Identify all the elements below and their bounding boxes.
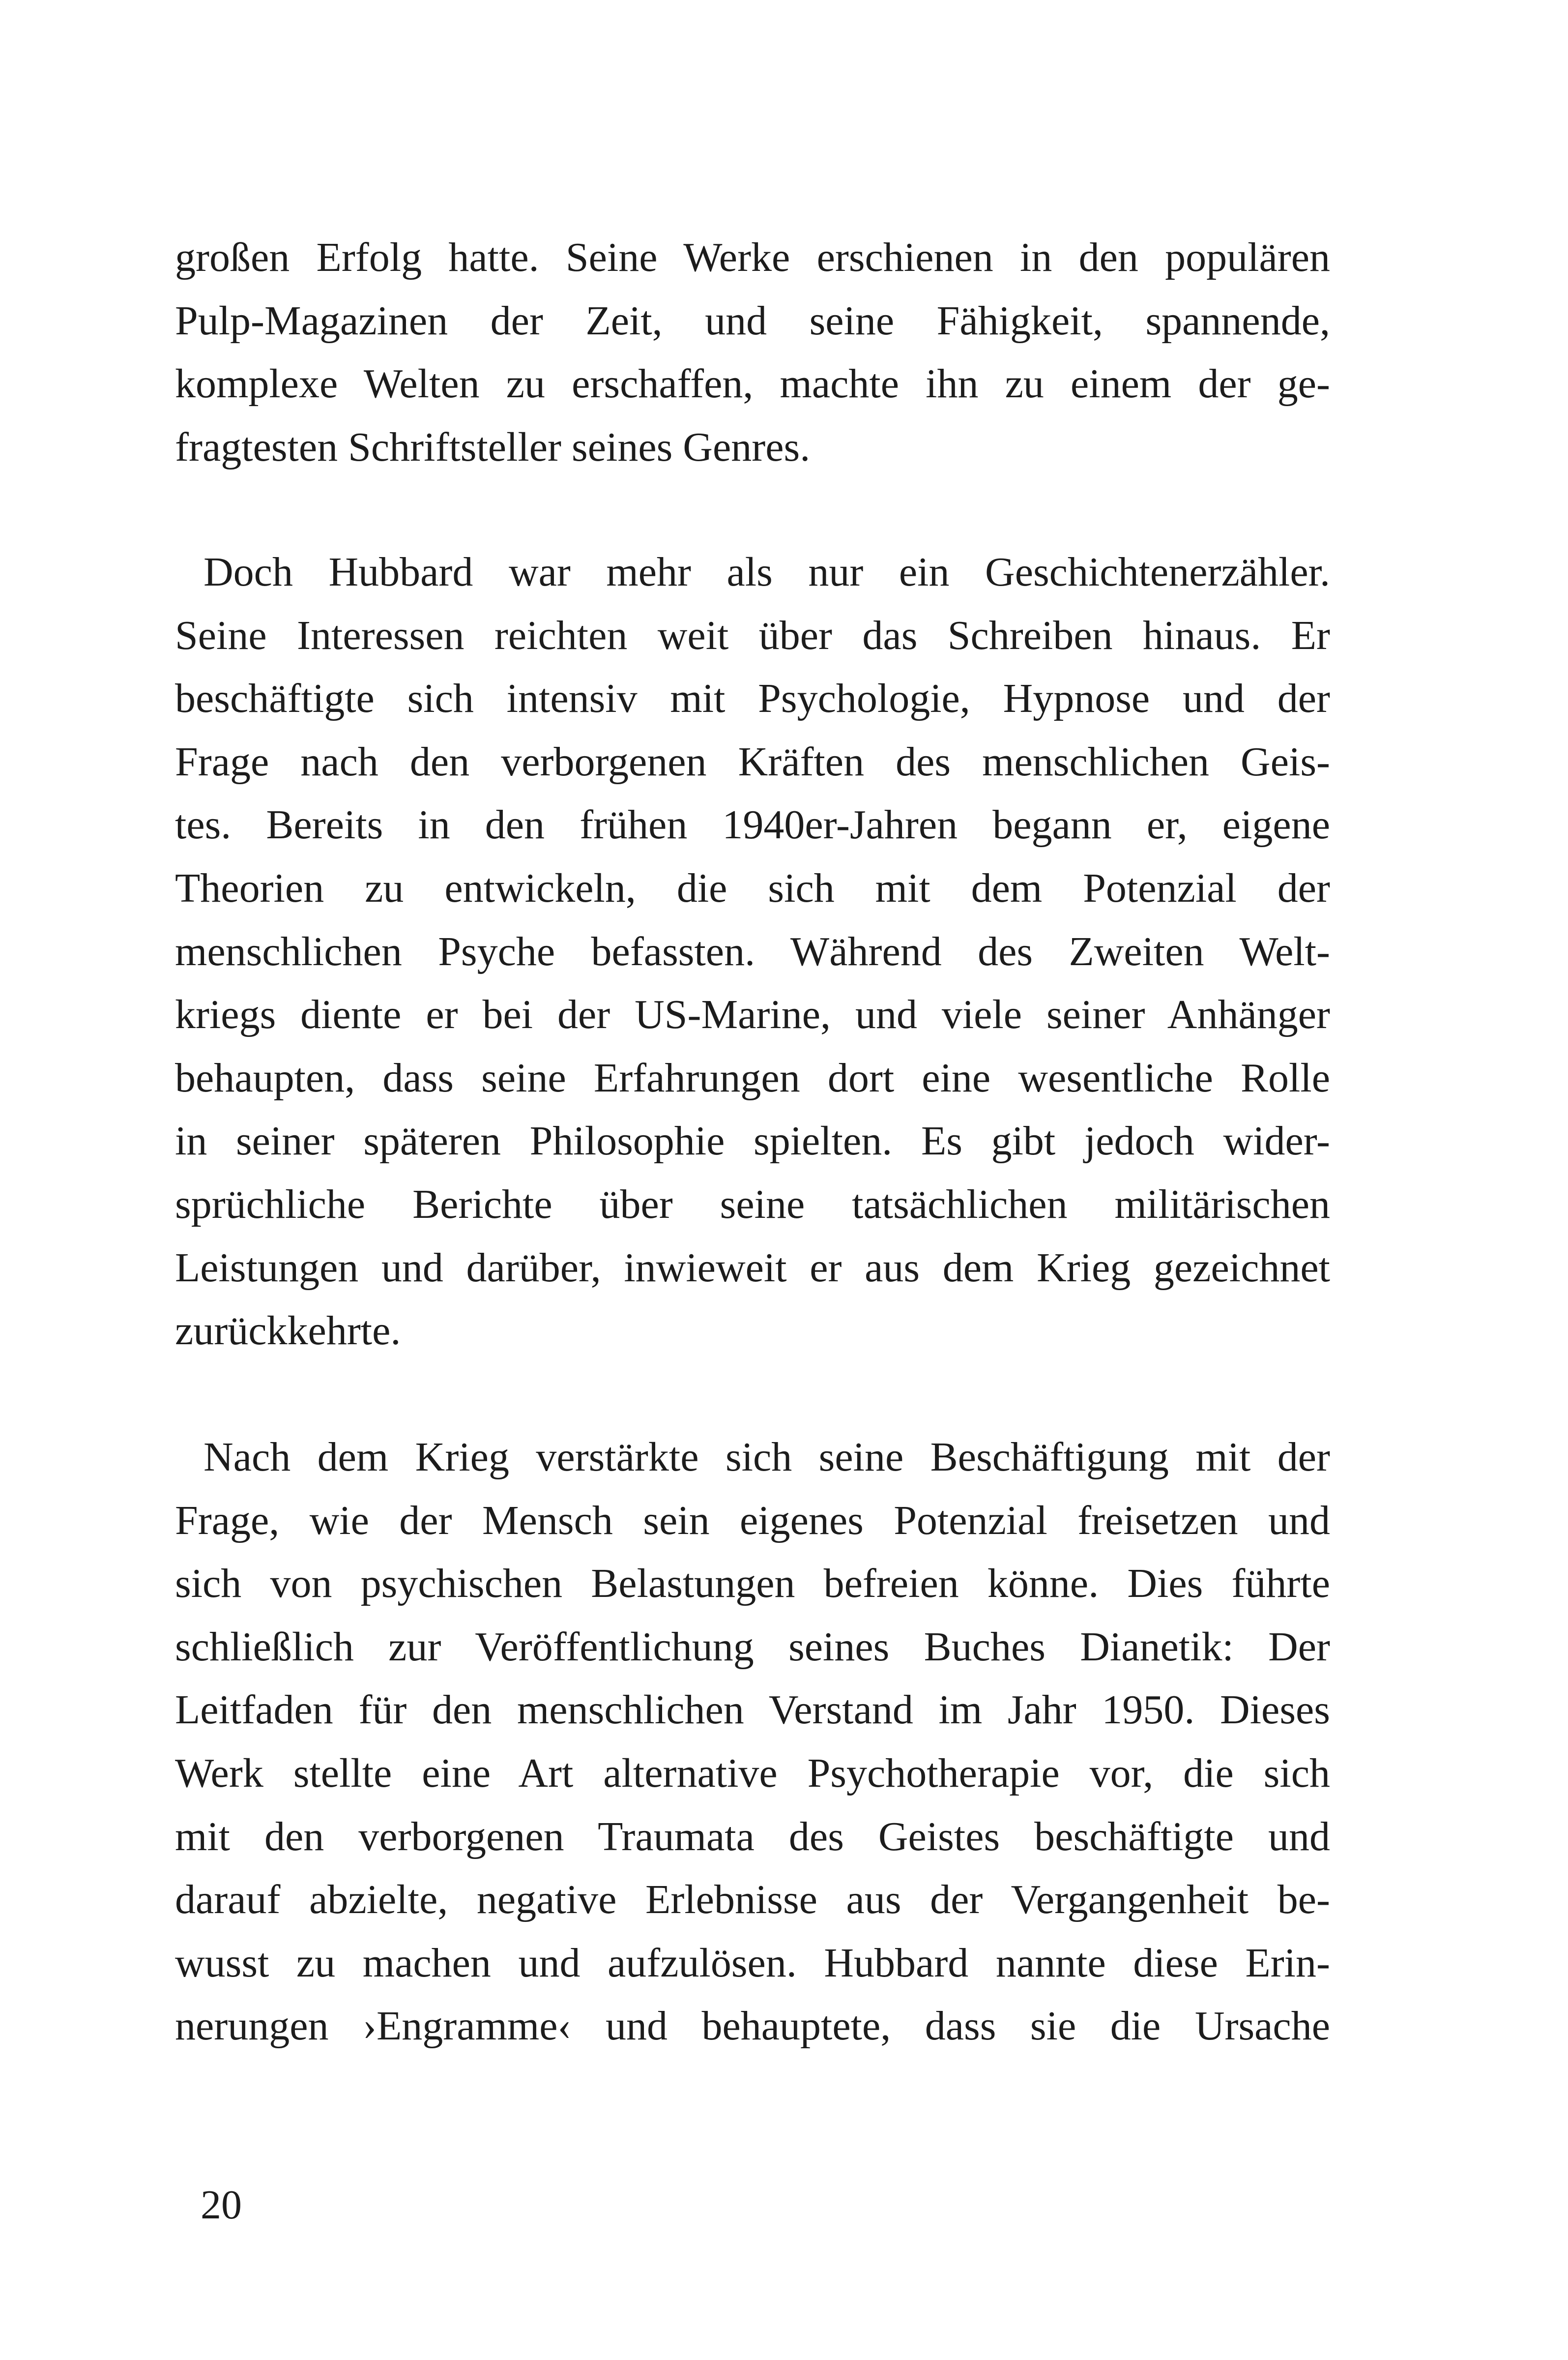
text-line: darauf abzielte, negative Erlebnisse aus der Vergangenheit be- xyxy=(175,1877,1330,1923)
text-line: schließlich zur Veröffentlichung seines Buches Dianetik: Der xyxy=(175,1623,1330,1670)
text-line: Frage nach den verborgenen Kräften des menschlichen Geis- xyxy=(175,738,1330,785)
text-line: behaupten, dass seine Erfahrungen dort eine wesentliche Rolle xyxy=(175,1055,1330,1101)
text-line: sich von psychischen Belastungen befreien könne. Dies führte xyxy=(175,1561,1330,1607)
paragraph-1 xyxy=(175,226,1330,479)
text-line: menschlichen Psyche befassten. Während des Zweiten Welt- xyxy=(175,928,1330,974)
text-line: kriegs diente er bei der US-Marine, und viele seiner Anhänger xyxy=(175,992,1330,1038)
paragraph-3 xyxy=(175,1426,1330,2058)
text-line: nerungen ›Engramme‹ und behauptete, dass sie die Ursache xyxy=(175,2003,1330,2049)
text-line: Seine Interessen reichten weit über das Schreiben hinaus. Er xyxy=(175,612,1330,658)
text-line: Pulp-Magazinen der Zeit, und seine Fähigkeit, spannende, xyxy=(175,297,1330,344)
text-line: fragtesten Schriftsteller seines Genres. xyxy=(175,424,811,470)
text-line: Nach dem Krieg verstärkte sich seine Beschäftigung mit der xyxy=(203,1434,1330,1480)
paragraph-2 xyxy=(175,541,1330,1363)
text-line: Frage, wie der Mensch sein eigenes Potenzial freisetzen und xyxy=(175,1497,1330,1543)
text-line: zurückkehrte. xyxy=(175,1308,401,1354)
text-line: Leistungen und darüber, inwieweit er aus dem Krieg gezeichnet xyxy=(175,1244,1330,1291)
text-line: Werk stellte eine Art alternative Psychotherapie vor, die sich xyxy=(175,1750,1330,1796)
text-line: tes. Bereits in den frühen 1940er-Jahren begann er, eigene xyxy=(175,802,1330,848)
text-line: wusst zu machen und aufzulösen. Hubbard nannte diese Erin- xyxy=(175,1940,1330,1986)
page-number: 20 xyxy=(201,2182,242,2228)
text-line: mit den verborgenen Traumata des Geistes beschäftigte und xyxy=(175,1813,1330,1859)
text-line: in seiner späteren Philosophie spielten. Es gibt jedoch wider- xyxy=(175,1118,1330,1164)
text-line: großen Erfolg hatte. Seine Werke erschienen in den populären xyxy=(175,235,1330,280)
text-line: Doch Hubbard war mehr als nur ein Geschichtenerzähler. xyxy=(203,549,1330,595)
text-line: sprüchliche Berichte über seine tatsächlichen militärischen xyxy=(175,1181,1330,1227)
text-line: Theorien zu entwickeln, die sich mit dem Potenzial der xyxy=(175,865,1330,911)
text-line: komplexe Welten zu erschaffen, machte ihn zu einem der ge- xyxy=(175,361,1330,407)
text-line: beschäftigte sich intensiv mit Psychologie, Hypnose und der xyxy=(175,676,1330,722)
text-line: Leitfaden für den menschlichen Verstand im Jahr 1950. Dieses xyxy=(175,1687,1330,1733)
